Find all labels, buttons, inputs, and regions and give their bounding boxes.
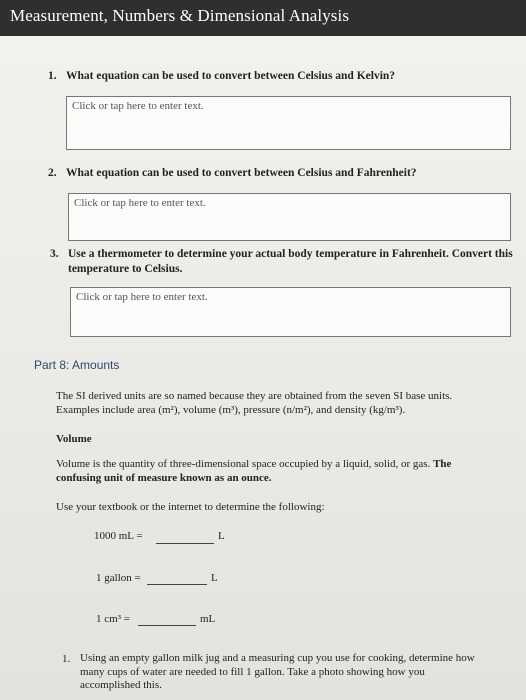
volume-paragraph (56, 457, 518, 485)
conversion-left: 1 cm³ = (96, 613, 130, 625)
question-text-line1: Use a thermometer to determine your actual body temperature in Fahrenheit. Convert this (68, 248, 513, 260)
section-heading: Part 8: Amounts (34, 358, 120, 372)
intro-line-2: Examples include area (m²), volume (m³), pressure (n/m²), and density (kg/m³). (56, 404, 406, 416)
volume-text: Volume is the quantity of three-dimensional space occupied by a liquid, solid, or gas. (56, 458, 431, 470)
conversion-unit: L (218, 530, 225, 542)
final-line-2: many cups of water are needed to fill 1 gallon. Take a photo showing how you (80, 665, 425, 678)
question-3 (50, 247, 515, 277)
intro-line-1: The SI derived units are so named because they are obtained from the seven SI base units. (56, 390, 453, 402)
final-question-text (80, 652, 520, 693)
answer-placeholder: Click or tap here to enter text. (76, 291, 208, 303)
page-title: Measurement, Numbers & Dimensional Analysis (10, 6, 350, 25)
conversion-blank[interactable] (156, 543, 214, 544)
conversion-unit: mL (200, 613, 216, 625)
question-number: 3. (50, 248, 59, 260)
final-line-3: accomplished this. (80, 679, 162, 691)
volume-text-bold-line2: confusing unit of measure known as an ounce. (56, 472, 272, 484)
question-text-line2: temperature to Celsius. (68, 263, 183, 275)
header-bar (0, 0, 526, 36)
answer-field-1[interactable] (66, 96, 511, 150)
answer-placeholder: Click or tap here to enter text. (74, 197, 206, 209)
conversion-left: 1 gallon = (96, 572, 141, 584)
instruction-text: Use your textbook or the internet to determine the following: (56, 501, 325, 513)
conversion-blank[interactable] (147, 584, 207, 585)
question-number: 1. (48, 70, 57, 82)
question-text: What equation can be used to convert between Celsius and Kelvin? (66, 70, 396, 82)
final-question-number: 1. (62, 653, 71, 665)
question-2 (48, 166, 488, 180)
volume-text-bold: The (433, 458, 452, 470)
conversion-blank[interactable] (138, 625, 196, 626)
final-line-1: Using an empty gallon milk jug and a measuring cup you use for cooking, determine how (80, 652, 475, 664)
intro-paragraph (56, 389, 516, 417)
conversion-unit: L (211, 572, 218, 584)
conversion-left: 1000 mL = (94, 530, 143, 542)
volume-heading: Volume (56, 433, 92, 445)
answer-field-3[interactable] (70, 287, 511, 337)
answer-field-2[interactable] (68, 193, 511, 241)
question-text: What equation can be used to convert between Celsius and Fahrenheit? (66, 167, 417, 179)
question-number: 2. (48, 167, 57, 179)
answer-placeholder: Click or tap here to enter text. (72, 100, 204, 112)
question-1 (48, 69, 488, 83)
